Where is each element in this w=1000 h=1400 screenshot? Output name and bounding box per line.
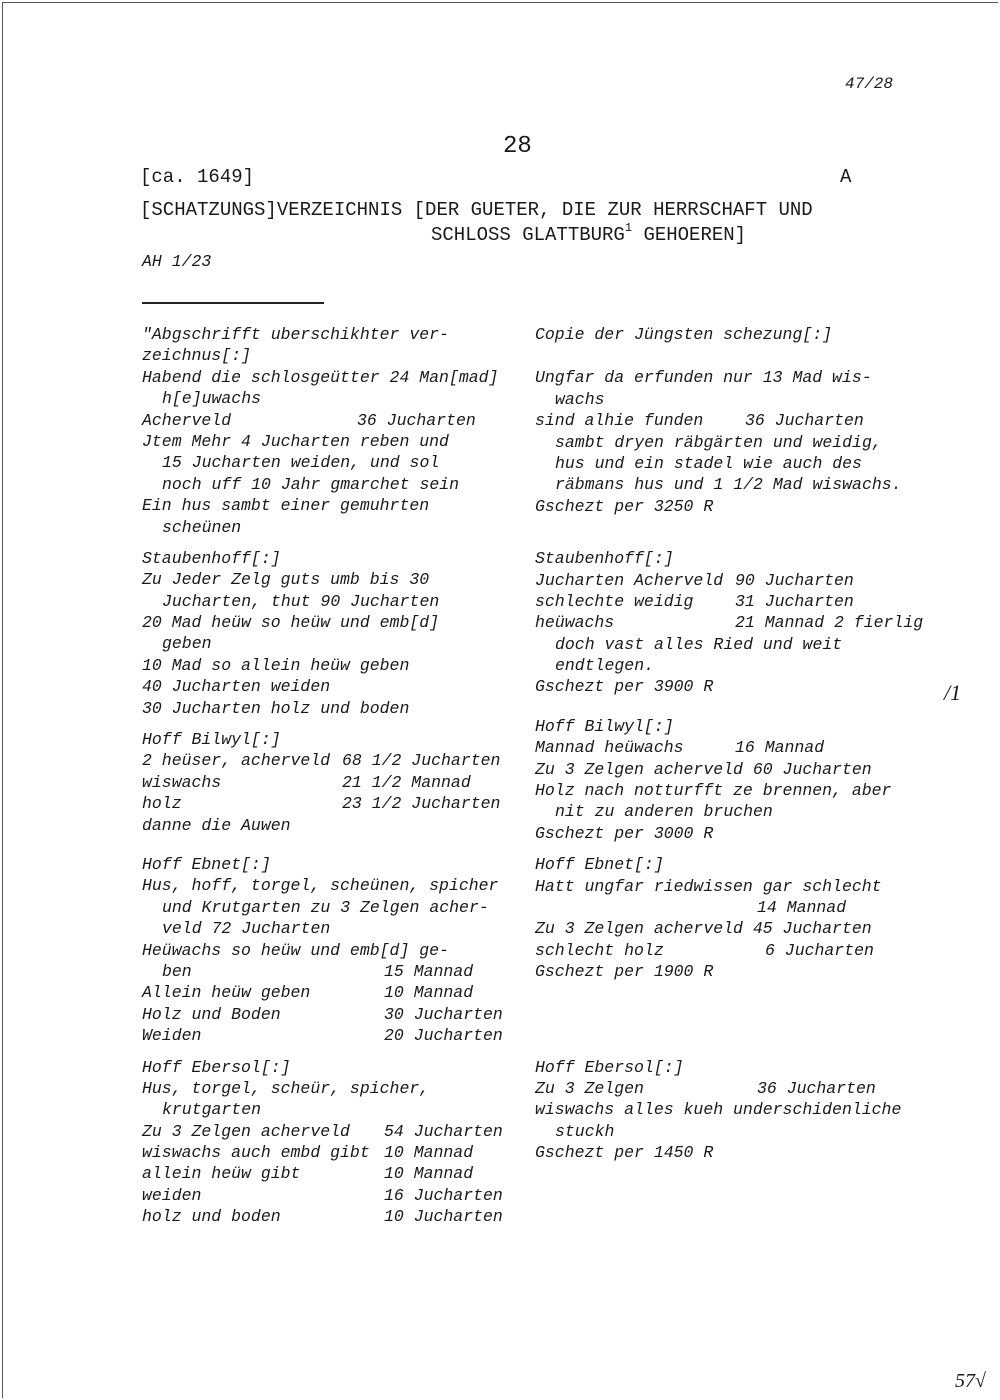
row-label: Allein heüw geben bbox=[142, 983, 311, 1003]
estimate-line: Gschezt per 1450 R bbox=[535, 1143, 714, 1163]
table-row bbox=[142, 982, 522, 1003]
text-line: 15 Jucharten weiden, und sol bbox=[162, 453, 440, 473]
document-date: [ca. 1649] bbox=[140, 166, 255, 188]
table-row bbox=[142, 1163, 522, 1184]
text-line: Holz nach notturfft ze brennen, aber bbox=[535, 781, 892, 801]
row-amount: 10 Mannad bbox=[384, 1143, 474, 1163]
row-amount: 36 Jucharten bbox=[757, 1078, 876, 1098]
section-heading: Staubenhoff[:] bbox=[142, 548, 281, 568]
row-amount: 23 1/2 Jucharten bbox=[342, 794, 501, 814]
row-label: Holz und Boden bbox=[142, 1004, 281, 1024]
row-amount: 36 Jucharten bbox=[745, 411, 864, 431]
row-label: wiswachs bbox=[142, 772, 222, 792]
row-amount: 21 Mannad 2 fierlig bbox=[735, 613, 924, 633]
text-line: "Abgschrifft uberschikhter ver- bbox=[142, 325, 449, 344]
table-row bbox=[142, 1025, 522, 1046]
row-amount: 36 Jucharten bbox=[357, 410, 476, 430]
text-line: danne die Auwen bbox=[142, 815, 291, 835]
row-label: allein heüw gibt bbox=[142, 1164, 301, 1184]
document-title-line-1: [SCHATZUNGS]VERZEICHNIS [DER GUETER, DIE ZUR HERRSCHAFT UND bbox=[140, 199, 813, 221]
text-line: Zu 3 Zelgen acherveld 45 Jucharten bbox=[535, 919, 872, 939]
section-heading: Hoff Ebersol[:] bbox=[142, 1057, 291, 1077]
row-amount: 54 Jucharten bbox=[384, 1121, 503, 1141]
text-line: 40 Jucharten weiden bbox=[142, 677, 331, 697]
table-row bbox=[535, 410, 955, 431]
text-line: stuckh bbox=[555, 1121, 615, 1141]
table-row bbox=[142, 1142, 522, 1163]
table-row bbox=[535, 1078, 955, 1099]
row-label: ben bbox=[162, 961, 192, 981]
row-amount: 14 Mannad bbox=[757, 897, 847, 917]
table-row bbox=[142, 410, 522, 431]
section-heading: Hoff Ebnet[:] bbox=[142, 854, 271, 874]
table-row bbox=[142, 772, 522, 793]
text-line: Jucharten, thut 90 Jucharten bbox=[162, 591, 440, 611]
text-line: Hus, hoff, torgel, scheünen, spicher bbox=[142, 876, 499, 896]
section-heading: Hoff Ebersol[:] bbox=[535, 1057, 684, 1077]
page-number: 28 bbox=[503, 133, 532, 160]
row-label: wiswachs auch embd gibt bbox=[142, 1143, 370, 1163]
row-label: Weiden bbox=[142, 1026, 202, 1046]
text-line: Habend die schlosgeütter 24 Man[mad] bbox=[142, 367, 499, 387]
document-letter: A bbox=[840, 166, 852, 188]
estimate-line: Gschezt per 3250 R bbox=[535, 496, 714, 516]
section-heading: Hoff Bilwyl[:] bbox=[535, 716, 674, 736]
text-line: sambt dryen räbgärten und weidig, bbox=[555, 432, 882, 452]
row-amount: 31 Jucharten bbox=[735, 591, 854, 611]
text-line: krutgarten bbox=[162, 1100, 262, 1120]
text-line: geben bbox=[162, 634, 212, 654]
handwritten-folio-mark: 57√ bbox=[955, 1370, 986, 1392]
text-line: hus und ein stadel wie auch des bbox=[555, 453, 862, 473]
text-line: Copie der Jüngsten schezung[:] bbox=[535, 325, 833, 344]
row-amount: 15 Mannad bbox=[384, 961, 474, 981]
row-label: sind alhie funden bbox=[535, 411, 704, 431]
row-amount: 90 Jucharten bbox=[735, 570, 854, 590]
table-row bbox=[535, 612, 955, 633]
estimate-line: Gschezt per 1900 R bbox=[535, 962, 714, 982]
left-column-original bbox=[142, 324, 522, 1228]
text-line: wachs bbox=[555, 389, 605, 409]
section-heading: Staubenhoff[:] bbox=[535, 549, 674, 569]
text-line: doch vast alles Ried und weit bbox=[555, 634, 843, 654]
table-row bbox=[142, 750, 522, 771]
row-amount: 21 1/2 Mannad bbox=[342, 772, 471, 792]
row-label: Jucharten Acherveld bbox=[535, 570, 724, 590]
title-part: SCHLOSS GLATTBURG bbox=[431, 224, 625, 246]
separator-rule bbox=[142, 302, 324, 304]
row-label: Acherveld bbox=[142, 410, 232, 430]
text-line: 30 Jucharten holz und boden bbox=[142, 698, 410, 718]
row-label: holz und boden bbox=[142, 1207, 281, 1227]
text-line: scheünen bbox=[162, 517, 242, 537]
row-amount: 68 1/2 Jucharten bbox=[342, 751, 501, 771]
text-line: Hus, torgel, scheür, spicher, bbox=[142, 1078, 430, 1098]
text-line: zeichnus[:] bbox=[142, 346, 251, 366]
row-label: 2 heüser, acherveld bbox=[142, 751, 331, 771]
footnote-marker: 1 bbox=[624, 221, 633, 235]
text-line bbox=[535, 897, 955, 918]
title-part: GEHOEREN] bbox=[632, 224, 747, 246]
section-heading: Hoff Ebnet[:] bbox=[535, 855, 664, 875]
table-row bbox=[535, 940, 955, 961]
row-label: schlecht holz bbox=[535, 940, 664, 960]
text-line: räbmans hus und 1 1/2 Mad wiswachs. bbox=[555, 475, 902, 495]
section-heading: Hoff Bilwyl[:] bbox=[142, 730, 281, 750]
row-label: schlechte weidig bbox=[535, 591, 694, 611]
row-amount: 10 Mannad bbox=[384, 1164, 474, 1184]
table-row bbox=[535, 570, 955, 591]
estimate-line: Gschezt per 3900 R bbox=[535, 677, 714, 697]
text-line: nit zu anderen bruchen bbox=[555, 802, 773, 822]
scan-border-left bbox=[2, 2, 3, 1398]
table-row bbox=[142, 793, 522, 814]
table-row bbox=[142, 1121, 522, 1142]
text-line: endtlegen. bbox=[555, 656, 655, 676]
row-amount: 6 Jucharten bbox=[765, 940, 874, 960]
row-amount: 16 Jucharten bbox=[384, 1185, 503, 1205]
document-title-line-2 bbox=[431, 221, 746, 246]
text-line: 10 Mad so allein heüw geben bbox=[142, 655, 410, 675]
text-line: noch uff 10 Jahr gmarchet sein bbox=[162, 474, 460, 494]
text-line: Zu Jeder Zelg guts umb bis 30 bbox=[142, 570, 430, 590]
text-line: wiswachs alles kueh underschidenliche bbox=[535, 1100, 902, 1120]
row-label: heüwachs bbox=[535, 613, 615, 633]
table-row bbox=[142, 1206, 522, 1227]
text-line: Ein hus sambt einer gemuhrten bbox=[142, 496, 430, 516]
text-line: Hatt ungfar riedwissen gar schlecht bbox=[535, 876, 882, 896]
table-row bbox=[142, 1004, 522, 1025]
text-line: Heüwachs so heüw und emb[d] ge- bbox=[142, 940, 449, 960]
text-line: und Krutgarten zu 3 Zelgen acher- bbox=[162, 897, 489, 917]
text-line: Zu 3 Zelgen acherveld 60 Jucharten bbox=[535, 759, 872, 779]
row-amount: 10 Jucharten bbox=[384, 1207, 503, 1227]
table-row bbox=[142, 1185, 522, 1206]
text-line: h[e]uwachs bbox=[162, 389, 262, 409]
text-line: Ungfar da erfunden nur 13 Mad wis- bbox=[535, 368, 872, 388]
row-amount: 30 Jucharten bbox=[384, 1004, 503, 1024]
text-line: veld 72 Jucharten bbox=[162, 919, 331, 939]
archive-reference: AH 1/23 bbox=[142, 252, 212, 271]
row-amount: 10 Mannad bbox=[384, 983, 474, 1003]
text-line: Jtem Mehr 4 Jucharten reben und bbox=[142, 431, 449, 451]
row-label: weiden bbox=[142, 1185, 202, 1205]
row-label: Mannad heüwachs bbox=[535, 738, 684, 758]
table-row bbox=[142, 961, 522, 982]
row-amount: 16 Mannad bbox=[735, 738, 825, 758]
table-row bbox=[535, 591, 955, 612]
right-column-copy bbox=[535, 324, 955, 1164]
estimate-line: Gschezt per 3000 R bbox=[535, 823, 714, 843]
row-label: holz bbox=[142, 794, 182, 814]
row-label: Zu 3 Zelgen acherveld bbox=[142, 1121, 350, 1141]
text-line: 20 Mad heüw so heüw und emb[d] bbox=[142, 613, 440, 633]
table-row bbox=[535, 737, 955, 758]
page-reference: 47/28 bbox=[845, 75, 894, 93]
row-amount: 20 Jucharten bbox=[384, 1026, 503, 1046]
scan-border-top bbox=[2, 2, 998, 3]
row-label: Zu 3 Zelgen bbox=[535, 1078, 644, 1098]
handwritten-margin-mark: /1 bbox=[944, 680, 962, 705]
